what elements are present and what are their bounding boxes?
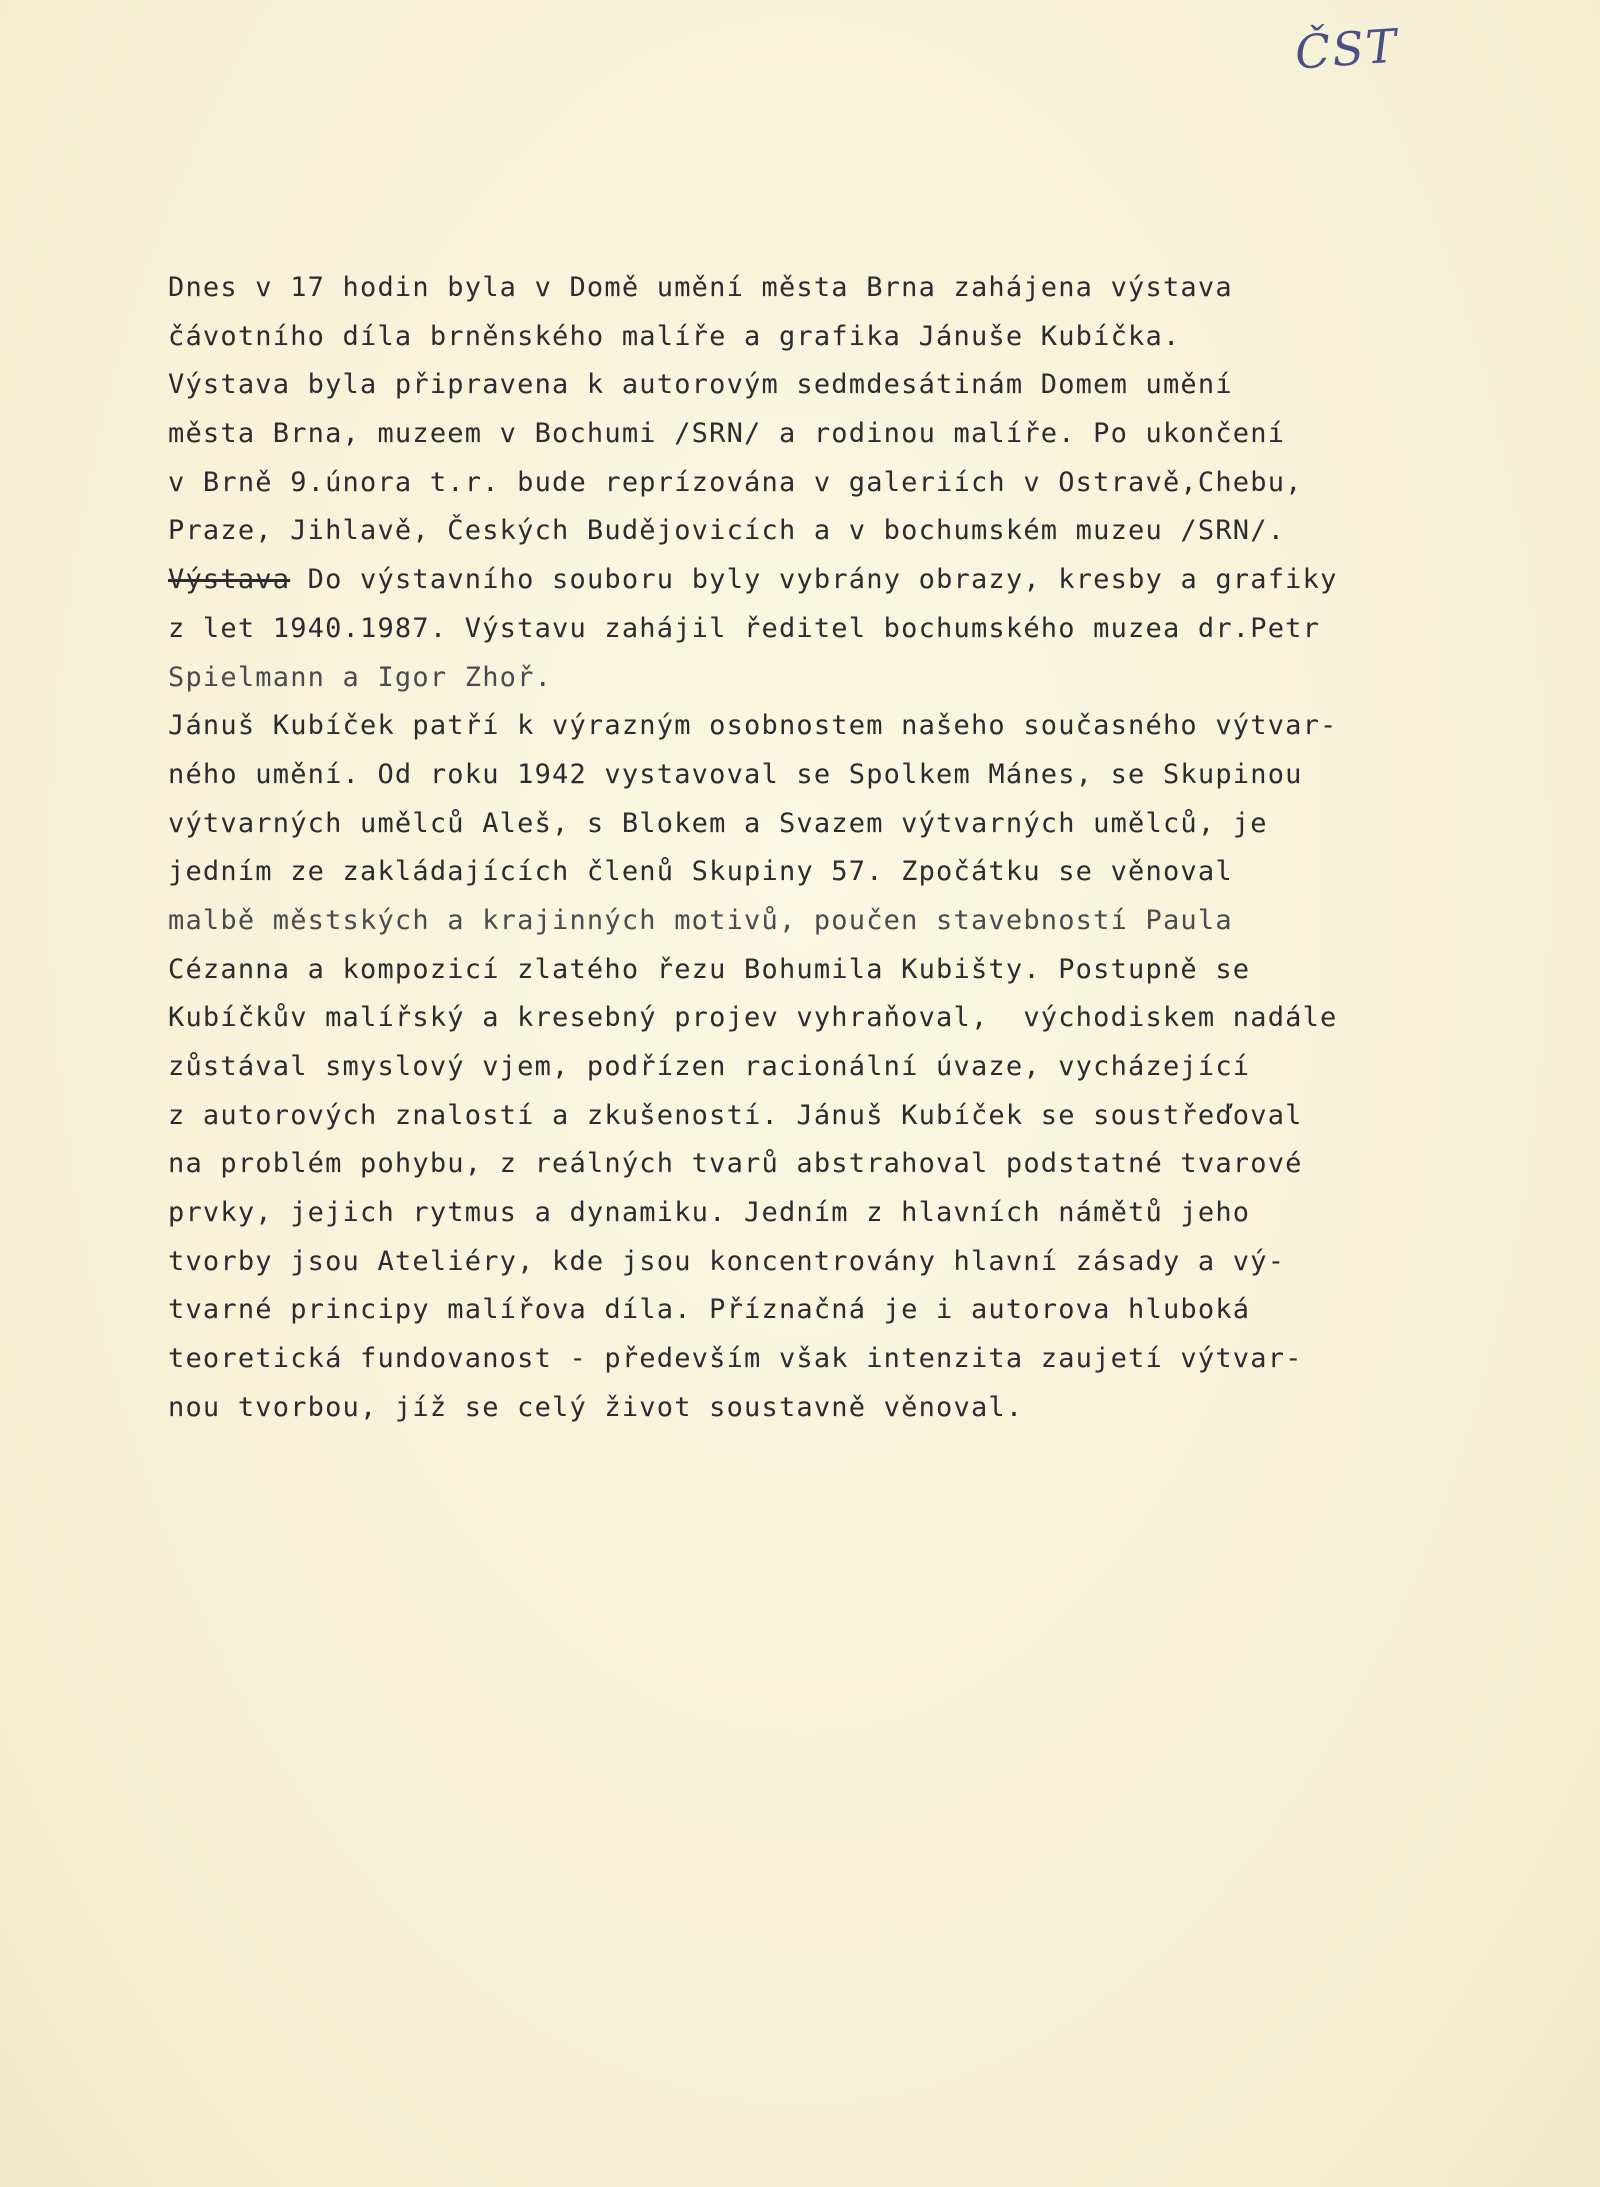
- text-line-17: zůstával smyslový vjem, podřízen racionální úvaze, vycházející: [168, 1051, 1251, 1082]
- text-line-20: prvky, jejich rytmus a dynamiku. Jedním z hlavních námětů jeho: [168, 1197, 1251, 1229]
- struck-word: Výstava: [168, 564, 291, 596]
- text-line-2: čávotního díla brněnského malíře a grafika Jánuše Kubíčka.: [168, 320, 1181, 352]
- text-line-12: výtvarných umělců Aleš, s Blokem a Svazem výtvarných umělců, je: [168, 807, 1268, 839]
- text-line-18: z autorových znalostí a zkušeností. Jánuš Kubíček se soustřeďoval: [168, 1099, 1303, 1131]
- text-line-3: Výstava byla připravena k autorovým sedmdesátinám Domem umění: [168, 369, 1233, 401]
- text-line-14: malbě městských a krajinných motivů, poučen stavebností Paula: [168, 904, 1233, 936]
- text-line-7-content: Do výstavního souboru byly vybrány obrazy, kresby a grafiky: [307, 564, 1338, 596]
- text-line-11: ného umění. Od roku 1942 vystavoval se Spolkem Mánes, se Skupinou: [168, 758, 1303, 790]
- text-line-22: tvarné principy malířova díla. Příznačná je i autorova hluboká: [168, 1294, 1251, 1326]
- typed-text-body: [168, 264, 1508, 1433]
- text-line-15: Cézanna a kompozicí zlatého řezu Bohumila Kubišty. Postupně se: [168, 953, 1251, 985]
- text-line-23: teoretická fundovanost - především však intenzita zaujetí výtvar-: [168, 1343, 1303, 1375]
- text-line-21: tvorby jsou Ateliéry, kde jsou koncentrovány hlavní zásady a vý-: [168, 1245, 1286, 1277]
- text-line-8: z let 1940.1987. Výstavu zahájil ředitel bochumského muzea dr.Petr: [168, 612, 1321, 644]
- text-line-24: nou tvorbou, jíž se celý život soustavně věnoval.: [168, 1391, 1024, 1423]
- text-line-7: [168, 556, 1508, 605]
- text-line-6: Praze, Jihlavě, Českých Budějovicích a v bochumském muzeu /SRN/.: [168, 515, 1286, 547]
- text-line-9: Spielmann a Igor Zhoř.: [168, 661, 553, 693]
- text-line-13: jedním ze zakládajících členů Skupiny 57. Zpočátku se věnoval: [168, 856, 1233, 888]
- text-line-5: v Brně 9.února t.r. bude reprízována v galeriích v Ostravě,Chebu,: [168, 466, 1303, 498]
- text-line-19: na problém pohybu, z reálných tvarů abstrahoval podstatné tvarové: [168, 1148, 1303, 1180]
- corner-handwritten-mark: ČST: [1293, 18, 1401, 80]
- text-line-16: Kubíčkův malířský a kresebný projev vyhraňoval, východiskem nadále: [168, 1002, 1338, 1034]
- text-line-10: Jánuš Kubíček patří k výrazným osobnostem našeho současného výtvar-: [168, 710, 1338, 742]
- text-line-1: Dnes v 17 hodin byla v Domě umění města Brna zahájena výstava: [168, 272, 1233, 303]
- text-line-4: města Brna, muzeem v Bochumi /SRN/ a rodinou malíře. Po ukončení: [168, 418, 1286, 450]
